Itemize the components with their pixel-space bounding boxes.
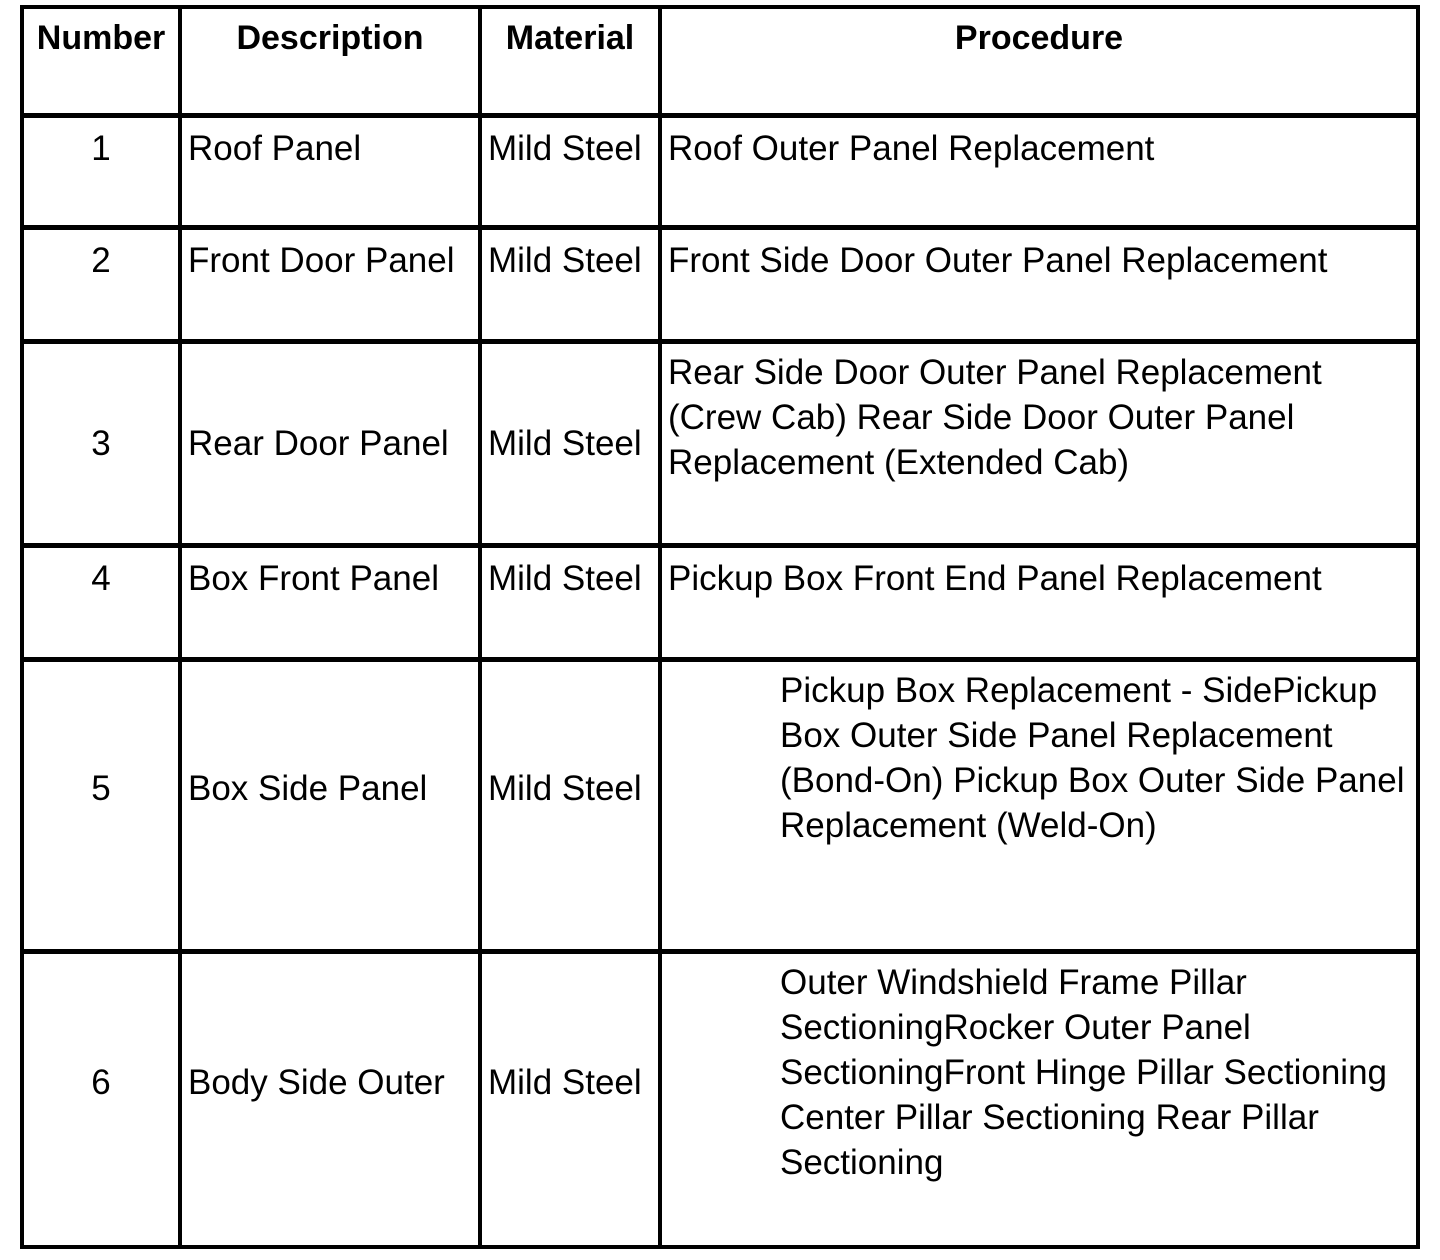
table-row <box>22 659 1418 951</box>
cell-description: Box Side Panel <box>180 659 480 951</box>
cell-procedure: Outer Windshield Frame Pillar SectioningRocker Outer Panel SectioningFront Hinge Pillar Sectioning Center Pillar Sectioning Rear Pillar Sectioning <box>660 951 1418 1247</box>
cell-procedure: Pickup Box Front End Panel Replacement <box>660 545 1418 659</box>
cell-material: Mild Steel <box>480 341 660 545</box>
cell-material: Mild Steel <box>480 659 660 951</box>
table-row <box>22 341 1418 545</box>
header-procedure: Procedure <box>660 7 1418 115</box>
table-row <box>22 115 1418 227</box>
cell-description: Roof Panel <box>180 115 480 227</box>
cell-procedure: Front Side Door Outer Panel Replacement <box>660 227 1418 341</box>
cell-procedure: Rear Side Door Outer Panel Replacement (Crew Cab) Rear Side Door Outer Panel Replacement (Extended Cab) <box>660 341 1418 545</box>
panel-procedure-table <box>20 5 1420 1249</box>
cell-description: Box Front Panel <box>180 545 480 659</box>
cell-procedure: Roof Outer Panel Replacement <box>660 115 1418 227</box>
table-row <box>22 951 1418 1247</box>
cell-description: Body Side Outer <box>180 951 480 1247</box>
procedure-table-sheet <box>20 5 1416 1249</box>
table-row <box>22 227 1418 341</box>
cell-number: 5 <box>22 659 180 951</box>
cell-description: Front Door Panel <box>180 227 480 341</box>
cell-material: Mild Steel <box>480 545 660 659</box>
cell-number: 6 <box>22 951 180 1247</box>
header-number: Number <box>22 7 180 115</box>
cell-number: 3 <box>22 341 180 545</box>
cell-number: 4 <box>22 545 180 659</box>
table-row <box>22 545 1418 659</box>
cell-material: Mild Steel <box>480 951 660 1247</box>
cell-procedure: Pickup Box Replacement - SidePickup Box Outer Side Panel Replacement (Bond-On) Pickup Box Outer Side Panel Replacement (Weld-On) <box>660 659 1418 951</box>
cell-material: Mild Steel <box>480 227 660 341</box>
header-description: Description <box>180 7 480 115</box>
table-header-row <box>22 7 1418 115</box>
header-material: Material <box>480 7 660 115</box>
cell-material: Mild Steel <box>480 115 660 227</box>
cell-number: 2 <box>22 227 180 341</box>
cell-number: 1 <box>22 115 180 227</box>
cell-description: Rear Door Panel <box>180 341 480 545</box>
